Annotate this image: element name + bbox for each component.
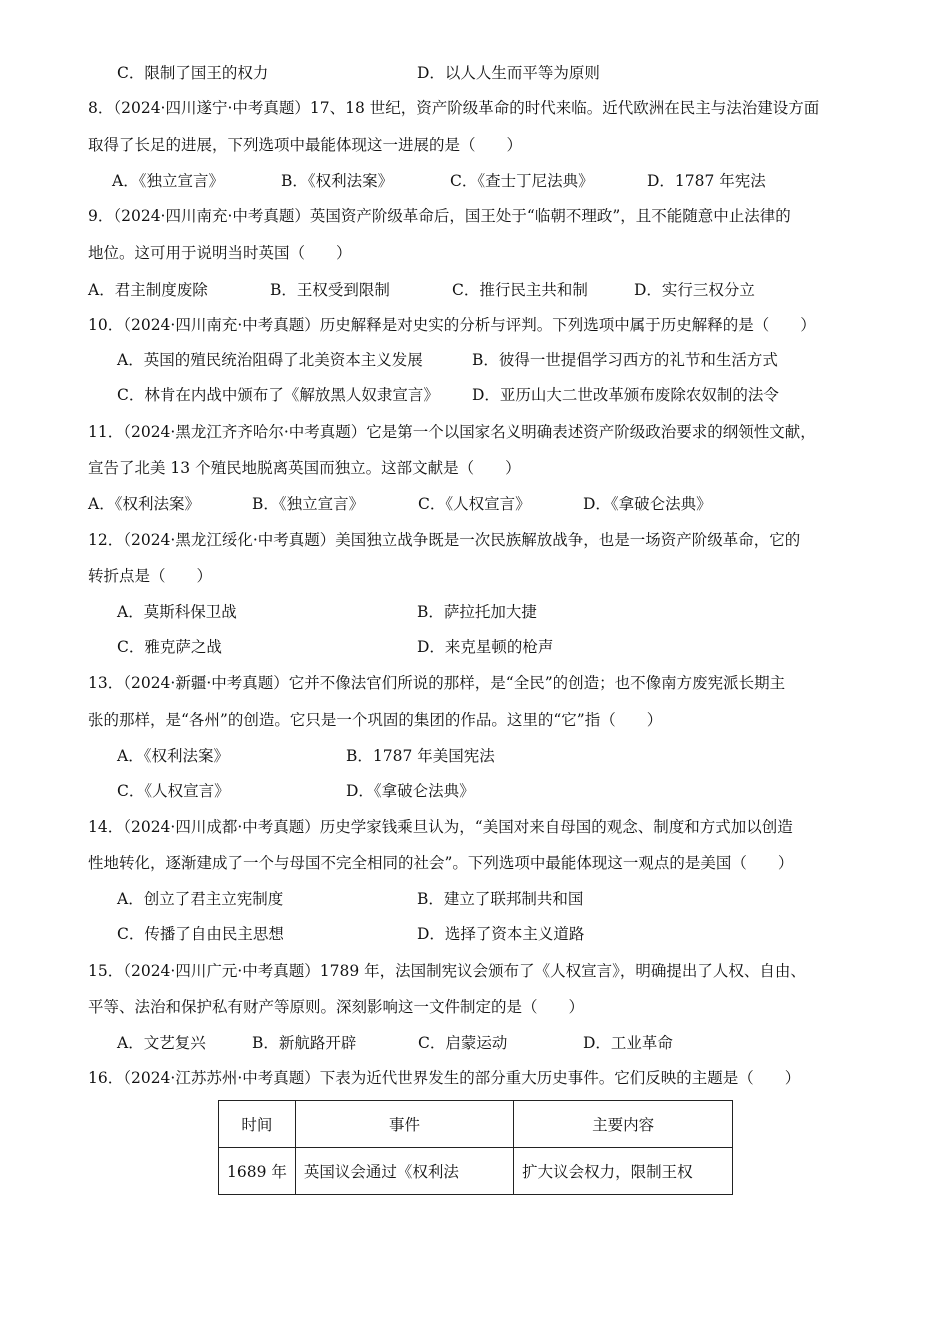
q12-option-b[interactable]: B．萨拉托加大捷: [417, 603, 537, 621]
q10-option-b[interactable]: B．彼得一世提倡学习西方的礼节和生活方式: [472, 351, 778, 369]
q14-option-b[interactable]: B．建立了联邦制共和国: [417, 890, 584, 908]
q12-option-c[interactable]: C．雅克萨之战: [117, 638, 222, 656]
q15-option-c[interactable]: C．启蒙运动: [418, 1034, 508, 1052]
q14-option-d[interactable]: D．选择了资本主义道路: [417, 925, 585, 943]
q8-option-d[interactable]: D．1787 年宪法: [647, 172, 766, 190]
option-c[interactable]: C．限制了国王的权力: [117, 64, 269, 82]
table-row: [219, 1148, 733, 1195]
q8-option-a[interactable]: A．《独立宣言》: [112, 172, 224, 190]
table-header-cell: 事件: [295, 1101, 513, 1148]
q10-option-c[interactable]: C．林肯在内战中颁布了《解放黑人奴隶宣言》: [117, 386, 439, 404]
question-13-stem: 13．（2024·新疆·中考真题）它并不像法官们所说的那样，是“全民”的创造；也不像南方废宪派长期主: [88, 674, 786, 692]
events-table: [218, 1100, 733, 1195]
table-cell: 1689 年: [219, 1148, 296, 1195]
question-15-stem-cont: 平等、法治和保护私有财产等原则。深刻影响这一文件制定的是（ ）: [88, 998, 585, 1016]
q8-option-b[interactable]: B．《权利法案》: [281, 172, 394, 190]
question-8-stem-cont: 取得了长足的进展，下列选项中最能体现这一进展的是（ ）: [88, 136, 523, 154]
q15-option-b[interactable]: B．新航路开辟: [252, 1034, 357, 1052]
q9-option-d[interactable]: D．实行三权分立: [634, 281, 755, 299]
question-14-stem-cont: 性地转化，逐渐建成了一个与母国不完全相同的社会”。下列选项中最能体现这一观点的是美国（ ）: [88, 854, 794, 872]
question-12-stem: 12．（2024·黑龙江绥化·中考真题）美国独立战争既是一次民族解放战争，也是一场资产阶级革命，它的: [88, 531, 801, 549]
q12-option-a[interactable]: A．莫斯科保卫战: [117, 603, 237, 621]
q15-option-a[interactable]: A．文艺复兴: [117, 1034, 206, 1052]
table-header-row: [219, 1101, 733, 1148]
question-8-stem: 8．（2024·四川遂宁·中考真题）17、18 世纪，资产阶级革命的时代来临。近代欧洲在民主与法治建设方面: [88, 99, 820, 117]
table-header-cell: 时间: [219, 1101, 296, 1148]
q9-option-b[interactable]: B．王权受到限制: [270, 281, 390, 299]
q9-option-c[interactable]: C．推行民主共和制: [452, 281, 588, 299]
question-11-stem-cont: 宣告了北美 13 个殖民地脱离英国而独立。这部文献是（ ）: [88, 459, 521, 477]
q10-option-a[interactable]: A．英国的殖民统治阻碍了北美资本主义发展: [117, 351, 423, 369]
question-15-stem: 15．（2024·四川广元·中考真题）1789 年，法国制宪议会颁布了《人权宣言》，明确提出了人权、自由、: [88, 962, 806, 980]
question-10-stem: 10．（2024·四川南充·中考真题）历史解释是对史实的分析与评判。下列选项中属于历史解释的是（ ）: [88, 316, 816, 334]
q11-option-d[interactable]: D．《拿破仑法典》: [583, 495, 712, 513]
question-16-stem: 16．（2024·江苏苏州·中考真题）下表为近代世界发生的部分重大历史事件。它们反映的主题是（ ）: [88, 1069, 801, 1087]
q10-option-d[interactable]: D．亚历山大二世改革颁布废除农奴制的法令: [472, 386, 779, 404]
q11-option-b[interactable]: B．《独立宣言》: [252, 495, 365, 513]
question-13-stem-cont: 张的那样，是“各州”的创造。它只是一个巩固的集团的作品。这里的“它”指（ ）: [88, 711, 663, 729]
q13-option-c[interactable]: C．《人权宣言》: [117, 782, 230, 800]
q8-option-c[interactable]: C．《查士丁尼法典》: [450, 172, 594, 190]
q13-option-a[interactable]: A．《权利法案》: [117, 747, 229, 765]
question-9-stem-cont: 地位。这可用于说明当时英国（ ）: [88, 244, 352, 262]
option-d[interactable]: D．以人人生而平等为原则: [417, 64, 600, 82]
question-14-stem: 14．（2024·四川成都·中考真题）历史学家钱乘旦认为，“美国对来自母国的观念、制度和方式加以创造: [88, 818, 793, 836]
q11-option-a[interactable]: A．《权利法案》: [88, 495, 200, 513]
q14-option-c[interactable]: C．传播了自由民主思想: [117, 925, 284, 943]
question-9-stem: 9．（2024·四川南充·中考真题）英国资产阶级革命后，国王处于“临朝不理政”，且不能随意中止法律的: [88, 207, 791, 225]
table-cell: 扩大议会权力，限制王权: [514, 1148, 733, 1195]
q12-option-d[interactable]: D．来克星顿的枪声: [417, 638, 554, 656]
question-11-stem: 11．（2024·黑龙江齐齐哈尔·中考真题）它是第一个以国家名义明确表述资产阶级政治要求的纲领性文献，: [88, 423, 816, 441]
q11-option-c[interactable]: C．《人权宣言》: [418, 495, 531, 513]
q13-option-d[interactable]: D．《拿破仑法典》: [346, 782, 475, 800]
table-header-cell: 主要内容: [514, 1101, 733, 1148]
question-12-stem-cont: 转折点是（ ）: [88, 567, 213, 585]
q13-option-b[interactable]: B．1787 年美国宪法: [346, 747, 495, 765]
q15-option-d[interactable]: D．工业革命: [583, 1034, 673, 1052]
q9-option-a[interactable]: A．君主制度废除: [88, 281, 208, 299]
table-cell: 英国议会通过《权利法: [295, 1148, 513, 1195]
q14-option-a[interactable]: A．创立了君主立宪制度: [117, 890, 284, 908]
